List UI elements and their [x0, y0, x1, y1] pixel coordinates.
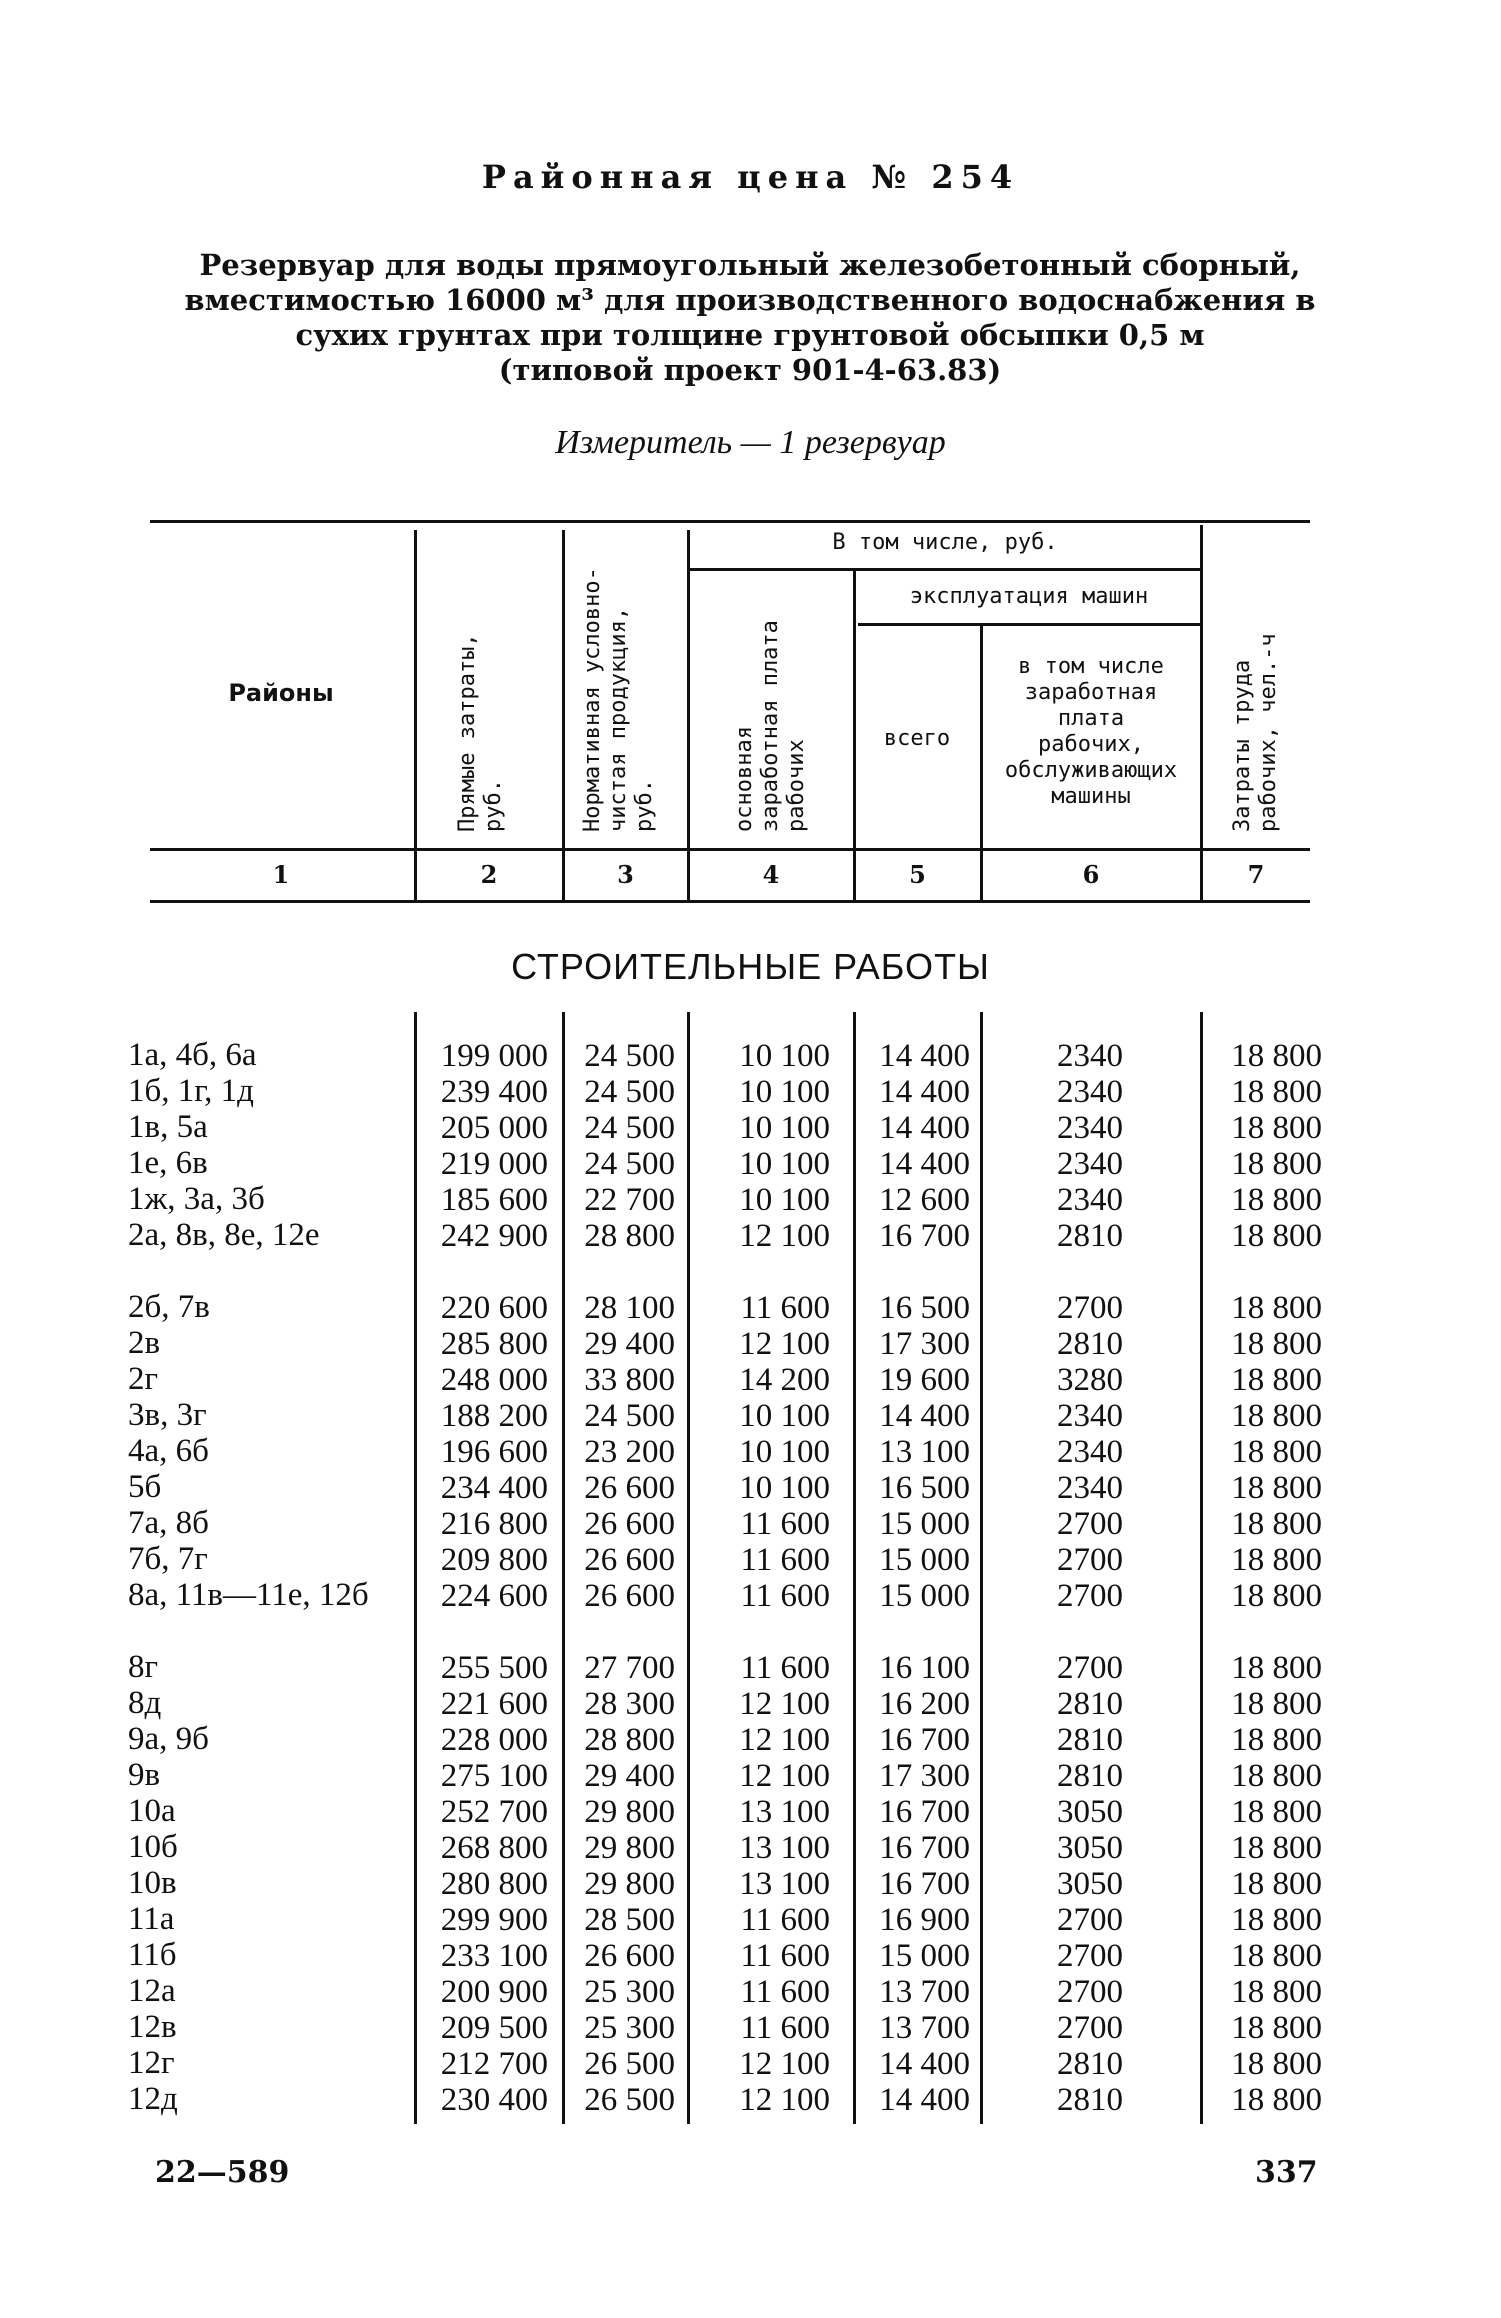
header-machine-operation: эксплуатация машин	[909, 584, 1149, 609]
direct-costs-cell: 212 700	[440, 2046, 548, 2082]
table-top-rule	[150, 520, 1310, 523]
subheader-rule	[858, 623, 1202, 626]
normative-cell: 26 500	[584, 2082, 675, 2118]
region-cell: 9в	[128, 1757, 161, 1793]
table-row	[0, 2082, 1501, 2118]
direct-costs-cell: 185 600	[440, 1182, 548, 1218]
region-cell: 2б, 7в	[128, 1289, 210, 1325]
direct-costs-cell: 242 900	[440, 1218, 548, 1254]
direct-costs-cell: 285 800	[440, 1326, 548, 1362]
machine-total-cell: 19 600	[879, 1362, 970, 1398]
base-wage-cell: 12 100	[739, 2082, 830, 2118]
base-wage-cell: 11 600	[740, 1650, 830, 1686]
base-wage-cell: 12 100	[739, 1326, 830, 1362]
column-number: 5	[909, 860, 926, 889]
labor-cell: 18 800	[1231, 1326, 1322, 1362]
base-wage-cell: 12 100	[739, 1218, 830, 1254]
direct-costs-cell: 216 800	[440, 1506, 548, 1542]
column-divider	[980, 625, 983, 900]
direct-costs-cell: 280 800	[440, 1866, 548, 1902]
direct-costs-cell: 219 000	[440, 1146, 548, 1182]
table-row	[0, 1794, 1501, 1830]
header-labor: Затраты труда рабочих, чел.-ч	[1230, 633, 1281, 832]
labor-cell: 18 800	[1231, 1722, 1322, 1758]
machine-total-cell: 15 000	[879, 1506, 970, 1542]
region-cell: 1ж, 3а, 3б	[128, 1181, 265, 1217]
operator-wage-cell: 2340	[1057, 1074, 1123, 1110]
base-wage-cell: 11 600	[740, 1938, 830, 1974]
base-wage-cell: 12 100	[739, 1686, 830, 1722]
machine-total-cell: 14 400	[879, 1146, 970, 1182]
base-wage-cell: 12 100	[739, 1758, 830, 1794]
table-row	[0, 1866, 1501, 1902]
base-wage-cell: 10 100	[739, 1182, 830, 1218]
direct-costs-cell: 200 900	[440, 1974, 548, 2010]
machine-total-cell: 12 600	[879, 1182, 970, 1218]
machine-total-cell: 15 000	[879, 1542, 970, 1578]
region-cell: 5б	[128, 1469, 162, 1505]
machine-total-cell: 16 500	[879, 1470, 970, 1506]
region-cell: 10б	[128, 1829, 178, 1865]
base-wage-cell: 11 600	[740, 1578, 830, 1614]
machine-total-cell: 17 300	[879, 1326, 970, 1362]
region-cell: 10в	[128, 1865, 177, 1901]
table-row	[0, 1470, 1501, 1506]
machine-total-cell: 14 400	[879, 1398, 970, 1434]
labor-cell: 18 800	[1231, 2010, 1322, 2046]
table-row	[0, 1974, 1501, 2010]
header-operator-wage: в том числе заработная плата рабочих, обслуживающих машины	[1004, 654, 1178, 809]
direct-costs-cell: 299 900	[440, 1902, 548, 1938]
machine-total-cell: 16 700	[879, 1218, 970, 1254]
base-wage-cell: 11 600	[740, 1506, 830, 1542]
table-row	[0, 1362, 1501, 1398]
operator-wage-cell: 3050	[1057, 1866, 1123, 1902]
operator-wage-cell: 2810	[1057, 2082, 1123, 2118]
normative-cell: 23 200	[584, 1434, 675, 1470]
normative-cell: 29 800	[584, 1794, 675, 1830]
labor-cell: 18 800	[1231, 1434, 1322, 1470]
operator-wage-cell: 2340	[1057, 1398, 1123, 1434]
region-cell: 8д	[128, 1685, 162, 1721]
normative-cell: 24 500	[584, 1110, 675, 1146]
labor-cell: 18 800	[1231, 1146, 1322, 1182]
normative-cell: 24 500	[584, 1398, 675, 1434]
operator-wage-cell: 2810	[1057, 1326, 1123, 1362]
normative-cell: 29 400	[584, 1758, 675, 1794]
column-number: 4	[762, 860, 780, 889]
region-cell: 2в	[128, 1325, 161, 1361]
table-row	[0, 1218, 1501, 1290]
direct-costs-cell: 239 400	[440, 1074, 548, 1110]
machine-total-cell: 16 700	[879, 1722, 970, 1758]
operator-wage-cell: 2700	[1057, 1506, 1123, 1542]
region-cell: 7б, 7г	[128, 1541, 208, 1577]
normative-cell: 25 300	[584, 2010, 675, 2046]
operator-wage-cell: 2340	[1057, 1470, 1123, 1506]
labor-cell: 18 800	[1231, 1866, 1322, 1902]
subheader-rule	[690, 568, 1202, 571]
machine-total-cell: 15 000	[879, 1578, 970, 1614]
operator-wage-cell: 2700	[1057, 1290, 1123, 1326]
table-row	[0, 1542, 1501, 1578]
direct-costs-cell: 199 000	[440, 1038, 548, 1074]
direct-costs-cell: 230 400	[440, 2082, 548, 2118]
normative-cell: 26 600	[584, 1470, 675, 1506]
base-wage-cell: 10 100	[739, 1110, 830, 1146]
normative-cell: 24 500	[584, 1038, 675, 1074]
region-cell: 8г	[128, 1649, 159, 1685]
labor-cell: 18 800	[1231, 1470, 1322, 1506]
column-number: 6	[1082, 860, 1100, 889]
region-cell: 2г	[128, 1361, 159, 1397]
labor-cell: 18 800	[1231, 1578, 1322, 1614]
region-cell: 1а, 4б, 6а	[128, 1037, 257, 1073]
region-cell: 11б	[128, 1937, 177, 1973]
table-row	[0, 1038, 1501, 1074]
direct-costs-cell: 248 000	[440, 1362, 548, 1398]
document-title	[150, 248, 1350, 388]
normative-cell: 28 500	[584, 1902, 675, 1938]
labor-cell: 18 800	[1231, 1398, 1322, 1434]
machine-total-cell: 13 100	[879, 1434, 970, 1470]
operator-wage-cell: 2810	[1057, 2046, 1123, 2082]
normative-cell: 28 800	[584, 1722, 675, 1758]
base-wage-cell: 13 100	[739, 1866, 830, 1902]
labor-cell: 18 800	[1231, 1182, 1322, 1218]
machine-total-cell: 15 000	[879, 1938, 970, 1974]
measure-unit: Измеритель — 1 резервуар	[555, 424, 946, 461]
machine-total-cell: 16 200	[879, 1686, 970, 1722]
normative-cell: 24 500	[584, 1146, 675, 1182]
direct-costs-cell: 221 600	[440, 1686, 548, 1722]
operator-wage-cell: 2810	[1057, 1218, 1123, 1254]
operator-wage-cell: 3280	[1057, 1362, 1123, 1398]
column-number: 7	[1247, 860, 1265, 889]
machine-total-cell: 14 400	[879, 1038, 970, 1074]
table-row	[0, 1434, 1501, 1470]
operator-wage-cell: 2810	[1057, 1722, 1123, 1758]
direct-costs-cell: 275 100	[440, 1758, 548, 1794]
direct-costs-cell: 228 000	[440, 1722, 548, 1758]
direct-costs-cell: 268 800	[440, 1830, 548, 1866]
region-cell: 10а	[128, 1793, 176, 1829]
table-row	[0, 1938, 1501, 1974]
operator-wage-cell: 2340	[1057, 1434, 1123, 1470]
region-cell: 3в, 3г	[128, 1397, 207, 1433]
base-wage-cell: 11 600	[740, 2010, 830, 2046]
machine-total-cell: 16 100	[879, 1650, 970, 1686]
table-row	[0, 1578, 1501, 1650]
direct-costs-cell: 255 500	[440, 1650, 548, 1686]
machine-total-cell: 16 700	[879, 1794, 970, 1830]
table-row	[0, 1326, 1501, 1362]
region-cell: 12г	[128, 2045, 175, 2081]
machine-total-cell: 14 400	[879, 1074, 970, 1110]
direct-costs-cell: 233 100	[440, 1938, 548, 1974]
base-wage-cell: 12 100	[739, 1722, 830, 1758]
base-wage-cell: 14 200	[739, 1362, 830, 1398]
normative-cell: 29 400	[584, 1326, 675, 1362]
labor-cell: 18 800	[1231, 1542, 1322, 1578]
direct-costs-cell: 234 400	[440, 1470, 548, 1506]
table-row	[0, 1650, 1501, 1686]
labor-cell: 18 800	[1231, 1830, 1322, 1866]
labor-cell: 18 800	[1231, 1686, 1322, 1722]
title-line: (типовой проект 901-4-63.83)	[498, 353, 1002, 387]
labor-cell: 18 800	[1231, 1974, 1322, 2010]
direct-costs-cell: 224 600	[440, 1578, 548, 1614]
region-cell: 2а, 8в, 8е, 12е	[128, 1217, 320, 1253]
operator-wage-cell: 2700	[1057, 1542, 1123, 1578]
base-wage-cell: 11 600	[740, 1902, 830, 1938]
labor-cell: 18 800	[1231, 2082, 1322, 2118]
table-row	[0, 1830, 1501, 1866]
table-row	[0, 1506, 1501, 1542]
labor-cell: 18 800	[1231, 1110, 1322, 1146]
header-direct-costs: Прямые затраты, руб.	[455, 633, 506, 832]
operator-wage-cell: 2700	[1057, 2010, 1123, 2046]
machine-total-cell: 17 300	[879, 1758, 970, 1794]
labor-cell: 18 800	[1231, 1506, 1322, 1542]
page-number: 337	[1255, 2155, 1318, 2190]
machine-total-cell: 16 900	[879, 1902, 970, 1938]
machine-total-cell: 14 400	[879, 2046, 970, 2082]
normative-cell: 24 500	[584, 1074, 675, 1110]
direct-costs-cell: 209 500	[440, 2010, 548, 2046]
base-wage-cell: 10 100	[739, 1470, 830, 1506]
title-line: Резервуар для воды прямоугольный железобетонный сборный,	[199, 248, 1301, 282]
normative-cell: 22 700	[584, 1182, 675, 1218]
title-line: вместимостью 16000 м³ для производственного водоснабжения в	[184, 283, 1316, 317]
normative-cell: 33 800	[584, 1362, 675, 1398]
labor-cell: 18 800	[1231, 1218, 1322, 1254]
table-row	[0, 1182, 1501, 1218]
table-row	[0, 2046, 1501, 2082]
operator-wage-cell: 2700	[1057, 1974, 1123, 2010]
labor-cell: 18 800	[1231, 1794, 1322, 1830]
normative-cell: 26 600	[584, 1938, 675, 1974]
labor-cell: 18 800	[1231, 1758, 1322, 1794]
operator-wage-cell: 2700	[1057, 1650, 1123, 1686]
direct-costs-cell: 188 200	[440, 1398, 548, 1434]
normative-cell: 28 800	[584, 1218, 675, 1254]
base-wage-cell: 11 600	[740, 1974, 830, 2010]
machine-total-cell: 14 400	[879, 1110, 970, 1146]
region-cell: 8а, 11в—11е, 12б	[128, 1577, 369, 1613]
base-wage-cell: 11 600	[740, 1290, 830, 1326]
table-row	[0, 1398, 1501, 1434]
region-cell: 1в, 5а	[128, 1109, 208, 1145]
column-divider	[562, 530, 565, 900]
price-heading: Районная цена № 254	[481, 158, 1020, 196]
table-row	[0, 1722, 1501, 1758]
operator-wage-cell: 2340	[1057, 1110, 1123, 1146]
labor-cell: 18 800	[1231, 1650, 1322, 1686]
base-wage-cell: 11 600	[740, 1542, 830, 1578]
operator-wage-cell: 2810	[1057, 1686, 1123, 1722]
table-row	[0, 1758, 1501, 1794]
labor-cell: 18 800	[1231, 1362, 1322, 1398]
table-body	[0, 1038, 1501, 2118]
operator-wage-cell: 2340	[1057, 1038, 1123, 1074]
labor-cell: 18 800	[1231, 1290, 1322, 1326]
normative-cell: 26 600	[584, 1506, 675, 1542]
signature-mark: 22—589	[155, 2155, 290, 2190]
normative-cell: 26 600	[584, 1578, 675, 1614]
base-wage-cell: 13 100	[739, 1794, 830, 1830]
labor-cell: 18 800	[1231, 1038, 1322, 1074]
region-cell: 11а	[128, 1901, 175, 1937]
column-number: 1	[272, 860, 290, 889]
operator-wage-cell: 3050	[1057, 1794, 1123, 1830]
table-row	[0, 1290, 1501, 1326]
header-normative: Нормативная условно-чистая продукция, руб.	[580, 567, 657, 832]
operator-wage-cell: 2700	[1057, 1902, 1123, 1938]
header-regions: Районы	[228, 679, 334, 707]
colnum-bottom-rule	[150, 900, 1310, 903]
operator-wage-cell: 2700	[1057, 1938, 1123, 1974]
direct-costs-cell: 220 600	[440, 1290, 548, 1326]
region-cell: 1е, 6в	[128, 1145, 208, 1181]
base-wage-cell: 10 100	[739, 1398, 830, 1434]
region-cell: 9а, 9б	[128, 1721, 209, 1757]
column-divider	[1200, 525, 1203, 900]
normative-cell: 25 300	[584, 1974, 675, 2010]
base-wage-cell: 10 100	[739, 1146, 830, 1182]
column-divider	[687, 530, 690, 900]
direct-costs-cell: 209 800	[440, 1542, 548, 1578]
base-wage-cell: 10 100	[739, 1074, 830, 1110]
base-wage-cell: 10 100	[739, 1434, 830, 1470]
region-cell: 4а, 6б	[128, 1433, 209, 1469]
title-line: сухих грунтах при толщине грунтовой обсыпки 0,5 м	[295, 318, 1205, 352]
base-wage-cell: 12 100	[739, 2046, 830, 2082]
column-number: 2	[480, 860, 498, 889]
table-row	[0, 1146, 1501, 1182]
column-divider	[414, 530, 417, 900]
header-bottom-rule	[150, 848, 1310, 851]
operator-wage-cell: 2810	[1057, 1758, 1123, 1794]
section-title: СТРОИТЕЛЬНЫЕ РАБОТЫ	[511, 946, 990, 987]
machine-total-cell: 13 700	[879, 1974, 970, 2010]
table-row	[0, 1110, 1501, 1146]
table-row	[0, 1902, 1501, 1938]
region-cell: 12в	[128, 2009, 177, 2045]
base-wage-cell: 13 100	[739, 1830, 830, 1866]
region-cell: 12а	[128, 1973, 176, 2009]
header-including: В том числе, руб.	[832, 530, 1058, 555]
operator-wage-cell: 2700	[1057, 1578, 1123, 1614]
direct-costs-cell: 205 000	[440, 1110, 548, 1146]
base-wage-cell: 10 100	[739, 1038, 830, 1074]
region-cell: 12д	[128, 2081, 178, 2117]
normative-cell: 29 800	[584, 1830, 675, 1866]
direct-costs-cell: 252 700	[440, 1794, 548, 1830]
labor-cell: 18 800	[1231, 2046, 1322, 2082]
machine-total-cell: 16 700	[879, 1830, 970, 1866]
table-row	[0, 2010, 1501, 2046]
header-total: всего	[883, 726, 951, 751]
operator-wage-cell: 2340	[1057, 1182, 1123, 1218]
machine-total-cell: 16 500	[879, 1290, 970, 1326]
machine-total-cell: 13 700	[879, 2010, 970, 2046]
table-row	[0, 1074, 1501, 1110]
header-base-wage: основная заработная плата рабочих	[732, 620, 809, 832]
labor-cell: 18 800	[1231, 1902, 1322, 1938]
normative-cell: 28 300	[584, 1686, 675, 1722]
region-cell: 1б, 1г, 1д	[128, 1073, 254, 1109]
labor-cell: 18 800	[1231, 1074, 1322, 1110]
normative-cell: 29 800	[584, 1866, 675, 1902]
region-cell: 7а, 8б	[128, 1505, 209, 1541]
operator-wage-cell: 2340	[1057, 1146, 1123, 1182]
machine-total-cell: 14 400	[879, 2082, 970, 2118]
machine-total-cell: 16 700	[879, 1866, 970, 1902]
labor-cell: 18 800	[1231, 1938, 1322, 1974]
normative-cell: 28 100	[584, 1290, 675, 1326]
normative-cell: 26 600	[584, 1542, 675, 1578]
normative-cell: 26 500	[584, 2046, 675, 2082]
direct-costs-cell: 196 600	[440, 1434, 548, 1470]
column-number: 3	[617, 860, 634, 889]
normative-cell: 27 700	[584, 1650, 675, 1686]
operator-wage-cell: 3050	[1057, 1830, 1123, 1866]
table-row	[0, 1686, 1501, 1722]
